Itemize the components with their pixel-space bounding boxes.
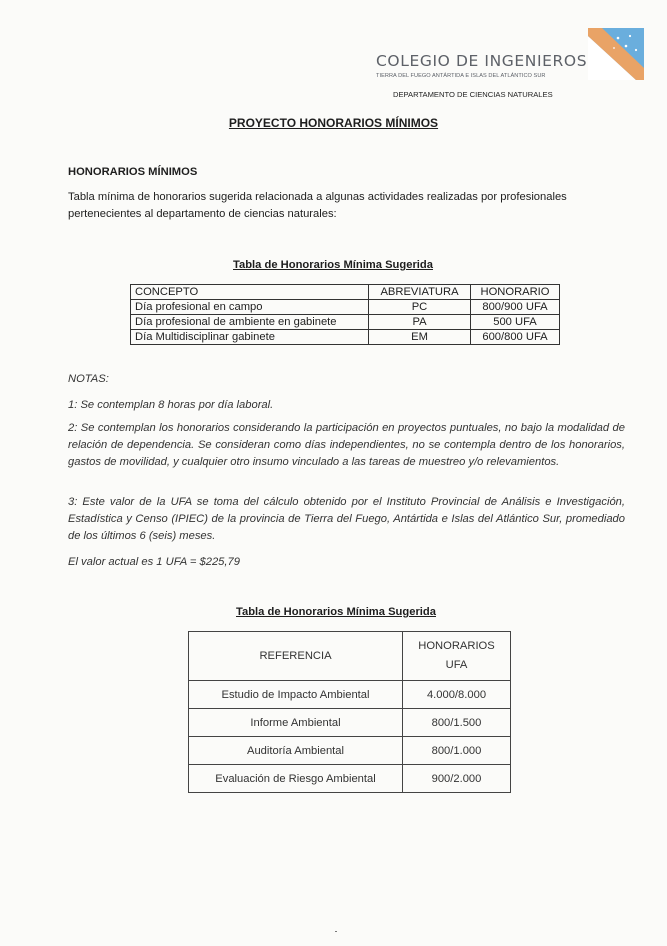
table-header-row — [189, 632, 511, 681]
table1-caption: Tabla de Honorarios Mínima Sugerida — [233, 259, 433, 271]
table-row — [189, 709, 511, 737]
col-header-reference: REFERENCIA — [189, 632, 403, 681]
table-cell: Día profesional de ambiente en gabinete — [131, 315, 369, 330]
table-cell: PA — [369, 315, 471, 330]
table-header-row — [131, 285, 560, 300]
department-name: DEPARTAMENTO DE CIENCIAS NATURALES — [393, 90, 553, 99]
table-cell: Día Multidisciplinar gabinete — [131, 330, 369, 345]
col-header-fee: HONORARIO — [471, 285, 560, 300]
fees-table-by-day — [130, 284, 560, 345]
page-mark — [335, 931, 337, 932]
table-row — [131, 315, 560, 330]
table-row — [189, 737, 511, 765]
note-1: 1: Se contemplan 8 horas por día laboral. — [68, 399, 274, 411]
fees-table-by-study — [188, 631, 511, 793]
table-cell: 600/800 UFA — [471, 330, 560, 345]
col-header-fees-line1: HONORARIOS — [418, 640, 495, 652]
org-name: COLEGIO DE INGENIEROS — [376, 52, 588, 70]
col-header-fees-line2: UFA — [445, 659, 468, 671]
note-3: 3: Este valor de la UFA se toma del cálculo obtenido por el Instituto Provincial de Análisis e Investigación, Estadística y Censo (IPIEC) de la provincia de Tierra del Fuego, Antártida e Islas del Atlántico Sur, promediado de los últimos 6 (seis) meses. — [68, 496, 625, 542]
note-2: 2: Se contemplan los honorarios considerando la participación en proyectos puntuales, no bajo la modalidad de relación de dependencia. Se consideran como días independientes, no se contempla dentro de los honorarios, gastos de movilidad, y cualquier otro insumo vinculado a las tareas de muestreo y/o relevamientos. — [68, 422, 625, 468]
table-row — [131, 330, 560, 345]
table-cell: 4.000/8.000 — [403, 681, 511, 709]
ufa-value-note: El valor actual es 1 UFA = $225,79 — [68, 556, 240, 568]
table-cell: Auditoría Ambiental — [189, 737, 403, 765]
table-row — [189, 681, 511, 709]
page-title: PROYECTO HONORARIOS MÍNIMOS — [228, 116, 439, 130]
table-row — [189, 765, 511, 793]
notes-title: NOTAS: — [68, 373, 109, 385]
table-cell: Evaluación de Riesgo Ambiental — [189, 765, 403, 793]
intro-paragraph: Tabla mínima de honorarios sugerida relacionada a algunas actividades realizadas por profesionales pertenecientes al departamento de ciencias naturales: — [68, 191, 567, 220]
section-heading: HONORARIOS MÍNIMOS — [68, 166, 198, 178]
table-cell: Informe Ambiental — [189, 709, 403, 737]
table-cell: 500 UFA — [471, 315, 560, 330]
table-cell: 800/1.000 — [403, 737, 511, 765]
table-row — [131, 300, 560, 315]
college-logo-icon — [588, 28, 644, 80]
table-cell: 800/1.500 — [403, 709, 511, 737]
col-header-abbreviation: ABREVIATURA — [369, 285, 471, 300]
table-cell: 900/2.000 — [403, 765, 511, 793]
table-cell: Día profesional en campo — [131, 300, 369, 315]
table-cell: PC — [369, 300, 471, 315]
table-cell: 800/900 UFA — [471, 300, 560, 315]
col-header-concept: CONCEPTO — [131, 285, 369, 300]
table2-caption: Tabla de Honorarios Mínima Sugerida — [236, 606, 436, 618]
org-subtitle: TIERRA DEL FUEGO ANTÁRTIDA E ISLAS DEL ATLÁNTICO SUR — [376, 73, 546, 79]
col-header-fees — [403, 632, 511, 681]
table-cell: EM — [369, 330, 471, 345]
table-cell: Estudio de Impacto Ambiental — [189, 681, 403, 709]
